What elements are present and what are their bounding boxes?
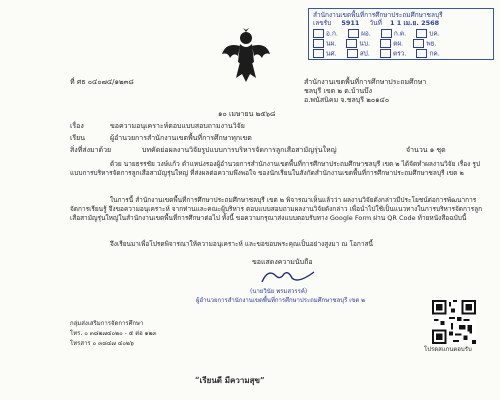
stamp-cell: อ.ก.	[326, 29, 338, 38]
stamp-cell: ตรว.	[392, 49, 407, 58]
signer-name: (นายวินัย พรมสวรรค์)	[250, 288, 308, 295]
subject-label: เรื่อง	[70, 122, 84, 130]
contact-department: กลุ่มส่งเสริมการจัดการศึกษา	[70, 320, 144, 327]
checkbox	[380, 39, 391, 48]
recipient: ผู้อำนวยการสำนักงานเขตพื้นที่การศึกษาทุกเขต	[110, 134, 252, 142]
document-number: ที่ ศธ ๐๔๐๗๔/๑๒๓๘	[70, 78, 134, 86]
signer-title: ผู้อำนวยการสำนักงานเขตพื้นที่การศึกษาประถมศึกษาชลบุรี เขต ๒	[196, 297, 366, 304]
enclosure-quantity: จำนวน ๑ ชุด	[406, 146, 446, 154]
stamp-cell: นผ.	[326, 39, 337, 48]
checkbox	[413, 39, 424, 48]
checkbox	[416, 29, 427, 38]
office-address-line1: สำนักงานเขตพื้นที่การศึกษาประถมศึกษา	[304, 78, 427, 86]
document-date: ๑๐ เมษายน ๒๕๖๘	[218, 110, 276, 118]
checkbox	[416, 49, 427, 58]
signature-icon	[258, 266, 318, 288]
stamp-cell: นบ.	[359, 39, 371, 48]
stamp-cell: นศ.	[326, 49, 337, 58]
stamp-cell: ผอ.	[361, 29, 371, 38]
enclosure: บทคัดย่อผลงานวิจัยรูปแบบการบริหารจัดการลูกเสือสามัญรุ่นใหญ่	[142, 146, 337, 154]
stamp-cell: ก.ต.	[393, 29, 407, 38]
enclosure-label: สิ่งที่ส่งมาด้วย	[70, 146, 112, 154]
office-address-line3: อ.พนัสนิคม จ.ชลบุรี ๒๐๑๔๐	[304, 96, 390, 104]
garuda-emblem-icon	[220, 28, 272, 86]
checkbox	[348, 29, 359, 38]
stamp-cell: บค.	[429, 29, 440, 38]
contact-phone: โทร. ๐ ๓๘๒๗๔๐๒๐ - ๕ ต่อ ๑๒๓	[70, 330, 157, 337]
stamp-cell: พย.	[426, 39, 437, 48]
stamp-cell: ตผ.	[393, 39, 404, 48]
stamp-date-label: วันที่	[369, 19, 382, 27]
recipient-label: เรียน	[70, 134, 86, 142]
receiving-stamp	[308, 8, 494, 60]
checkbox	[313, 39, 324, 48]
stamp-recv-row	[313, 19, 439, 27]
qr-caption: โปรดสแกนตอบรับ	[424, 346, 472, 353]
stamp-row-2	[313, 39, 436, 48]
checkbox	[380, 49, 391, 58]
checkbox	[313, 49, 324, 58]
stamp-org: สำนักงานเขตพื้นที่การศึกษาประถมศึกษาชลบุรี	[313, 11, 443, 19]
body-paragraph-2: ในการนี้ สำนักงานเขตพื้นที่การศึกษาประถมศึกษาชลบุรี เขต ๒ พิจารณาเห็นแล้วว่า ผลงานวิจัยดังกล่าวมีประโยชน์ต่อการพัฒนาการจัดการเรียนรู้ จึงขอความอนุเคราะห์ จากท่านและคณะผู้บริหาร ตอบแบบสอบถามผลงานวิจัยดังกล่าว เพื่อนำไปใช้เป็นแนวทางในการบริหารจัดการลูกเสือสามัญรุ่นใหญ่ในสำนักงานเขตพื้นที่การศึกษาต่อไป ทั้งนี้ ขอความกรุณาส่งแบบตอบรับทาง Google Form ผ่าน QR Code ท้ายหนังสือฉบับนี้	[70, 196, 483, 222]
stamp-recv-label: เลขรับ	[313, 19, 332, 27]
contact-fax: โทรสาร ๐ ๓๘๔๗ ๔๐๒๖	[70, 340, 134, 347]
closing-regards: ขอแสดงความนับถือ	[252, 258, 313, 266]
footer-slogan: “เรียนดี มีความสุข”	[195, 375, 265, 385]
stamp-cell: สป.	[359, 49, 370, 58]
body-paragraph-1: ด้วย นายธรรชัย วงษ์แก้ว ตำแหน่งรองผู้อำนวยการสำนักงานเขตพื้นที่การศึกษาประถมศึกษาชลบุรี เขต ๒ ได้จัดทำผลงานวิจัย เรื่อง รูปแบบการบริหารจัดการลูกเสือสามัญรุ่นใหญ่ ที่ส่งผลต่อความพึงพอใจ ของนักเรียนในสังกัดสำนักงานเขตพื้นที่การศึกษาประถมศึกษาชลบุรี เขต ๒	[70, 160, 480, 177]
body-paragraph-3: จึงเรียนมาเพื่อโปรดพิจารณาให้ความอนุเคราะห์ และขอขอบพระคุณเป็นอย่างสูงมา ณ โอกาสนี้	[110, 240, 373, 248]
qr-code-icon[interactable]	[432, 300, 476, 344]
checkbox	[346, 39, 357, 48]
checkbox	[313, 29, 324, 38]
stamp-row-3	[313, 49, 440, 58]
checkbox	[381, 29, 392, 38]
stamp-row-1	[313, 29, 440, 38]
office-address-line2: ชลบุรี เขต ๒ ต.บ้านบึง	[304, 87, 373, 95]
stamp-date: 1 1 เม.ย. 2568	[389, 19, 440, 27]
stamp-recv-no: 5911	[341, 19, 360, 27]
subject: ขอความอนุเคราะห์ตอบแบบสอบถามงานวิจัย	[110, 122, 245, 130]
stamp-cell: กค.	[429, 49, 440, 58]
checkbox	[347, 49, 358, 58]
